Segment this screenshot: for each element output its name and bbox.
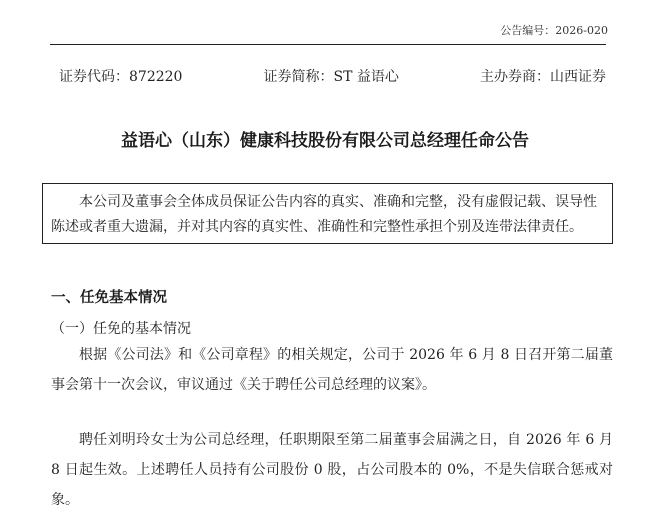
subsection-heading: （一）任免的基本情况 <box>51 321 191 337</box>
stock-info-row <box>59 66 606 86</box>
board-statement-text: 本公司及董事会全体成员保证公告内容的真实、准确和完整，没有虚假记载、误导性陈述或者重大遗漏，并对其内容的真实性、准确性和完整性承担个别及连带法律责任。 <box>51 194 597 235</box>
paragraph-appointment: 聘任刘明玲女士为公司总经理，任职期限至第二届董事会届满之日，自 2026 年 6 月 8 日起生效。上述聘任人员持有公司股份 0 股，占公司股本的 0%，不是失信联合惩戒对象。 <box>51 432 613 508</box>
board-statement-box <box>42 183 613 244</box>
stock-abbreviation: 证券简称：ST 益语心 <box>263 69 399 85</box>
document-title: 益语心（山东）健康科技股份有限公司总经理任命公告 <box>121 131 529 151</box>
notice-number: 公告编号：2026-020 <box>500 24 608 37</box>
header-divider <box>50 44 606 45</box>
sponsor-broker: 主办券商：山西证券 <box>480 69 606 85</box>
section-heading: 一、任免基本情况 <box>51 290 167 306</box>
stock-code: 证券代码：872220 <box>59 69 183 85</box>
paragraph-meeting-resolution: 根据《公司法》和《公司章程》的相关规定，公司于 2026 年 6 月 8 日召开第二届董事会第十一次会议，审议通过《关于聘任公司总经理的议案》。 <box>51 347 613 393</box>
